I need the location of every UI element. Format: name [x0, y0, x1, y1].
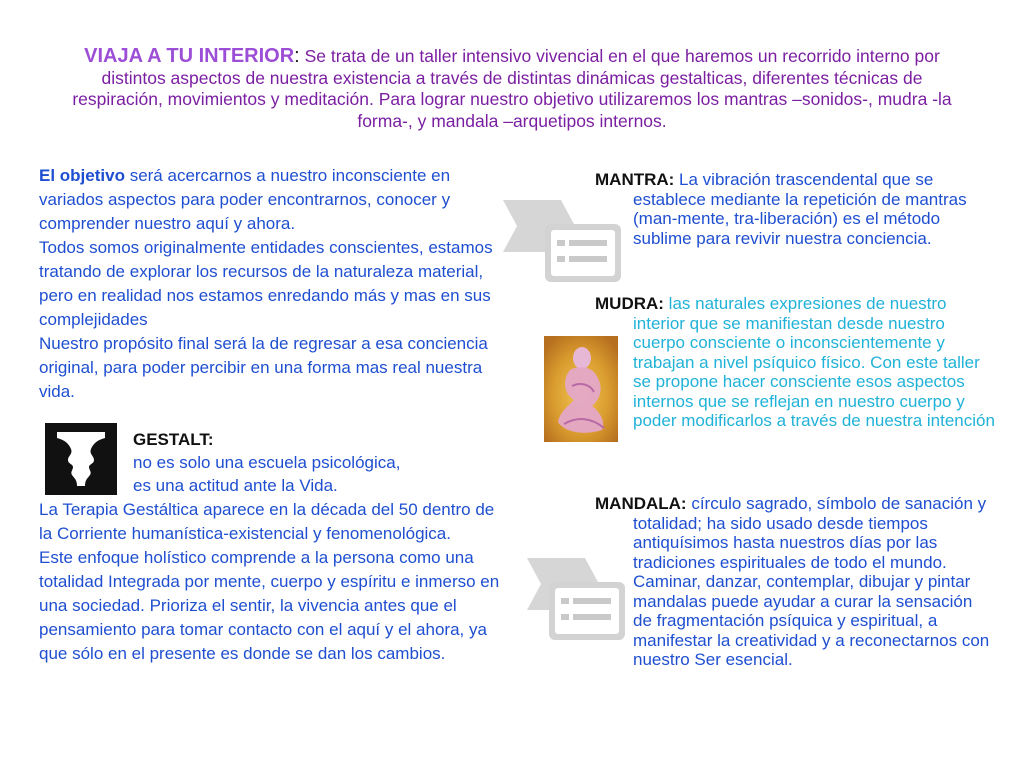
mudra-title: MUDRA: [595, 294, 659, 313]
mandala-title: MANDALA:: [595, 494, 687, 513]
mandala-paragraph: [595, 494, 995, 670]
objective-line-2: Todos somos originalmente entidades conscientes, estamos tratando de explorar los recursos de la naturaleza material, pero en realidad nos estamos enredando más y mas en sus complejidades: [39, 238, 493, 329]
gestalt-sub-2: es una actitud ante la Vida.: [133, 476, 338, 495]
mantra-title: MANTRA: [595, 170, 669, 189]
mantra-text: La vibración trascendental que se establece mediante la repetición de mantras (man-mente, tra-liberación) es el método sublime para revivir nuestra conciencia.: [633, 170, 967, 248]
mandala-section: [595, 494, 995, 670]
gestalt-paragraph-1: La Terapia Gestáltica aparece en la década del 50 dentro de la Corriente humanística-existencial y fenomenológica.: [39, 500, 495, 543]
gestalt-paragraph-2: Este enfoque holístico comprende a la persona como una totalidad Integrada por mente, cuerpo y espíritu e inmerso en una sociedad. Prioriza el sentir, la vivencia antes que el pensamiento para tomar contacto con el aquí y el ahora, ya que sólo en el presente es donde se dan los cambios.: [39, 548, 500, 663]
mandala-text: círculo sagrado, símbolo de sanación y totalidad; ha sido usado desde tiempos antiquísimos hasta nuestros días por las tradiciones espirituales de todo el mundo. Caminar, danzar, contemplar, dibujar y pintar mandalas puede ayudar a curar la sensación de fragmentación psíquica y espiritual, a manifestar la creatividad y a reconectarnos con nuestro Ser esencial.: [633, 494, 990, 669]
mantra-colon: :: [668, 170, 675, 189]
rubin-vase-icon: [45, 423, 117, 495]
objective-text: será acercarnos a nuestro inconsciente en variados aspectos para poder encontrarnos, conocer y comprender nuestro aquí y ahora.: [39, 166, 451, 233]
mantra-section: [595, 170, 995, 248]
objective-paragraph: [39, 164, 509, 236]
header-text: Se trata de un taller intensivo vivencial en el que haremos un recorrido interno por distintos aspectos de nuestra existencia a través de distintas dinámicas gestalticas, diferentes técnicas de respiración, movimientos y meditación. Para lograr nuestro objetivo utilizaremos los mantras –sonidos-, mudra -la forma-, y mandala –arquetipos internos.: [72, 46, 952, 131]
objective-label: El objetivo: [39, 166, 125, 185]
header-lead: VIAJA A TU INTERIOR: [84, 45, 295, 67]
gestalt-section: [39, 498, 509, 666]
mudra-paragraph: [595, 294, 995, 431]
mantra-paragraph: [595, 170, 995, 248]
mudra-colon: :: [658, 294, 664, 313]
mudra-text: las naturales expresiones de nuestro interior que se manifiestan desde nuestro cuerpo consciente o inconscientemente y trabajan a nivel psíquico físico. Con este taller se propone hacer consciente esos aspectos internos que se reflejan en nuestro cuerpo y poder modificarlos a través de nuestra intención: [633, 294, 995, 430]
objective-section: [39, 164, 509, 404]
header-paragraph: [60, 46, 964, 132]
gestalt-sub-1: no es solo una escuela psicológica,: [133, 453, 401, 472]
objective-line-3: Nuestro propósito final será la de regresar a esa conciencia original, para poder percibir en una forma mas real nuestra vida.: [39, 334, 488, 401]
gestalt-heading: [133, 428, 493, 497]
mudra-section: [595, 294, 995, 431]
header-colon: :: [294, 45, 300, 67]
gestalt-title: GESTALT:: [133, 430, 214, 449]
